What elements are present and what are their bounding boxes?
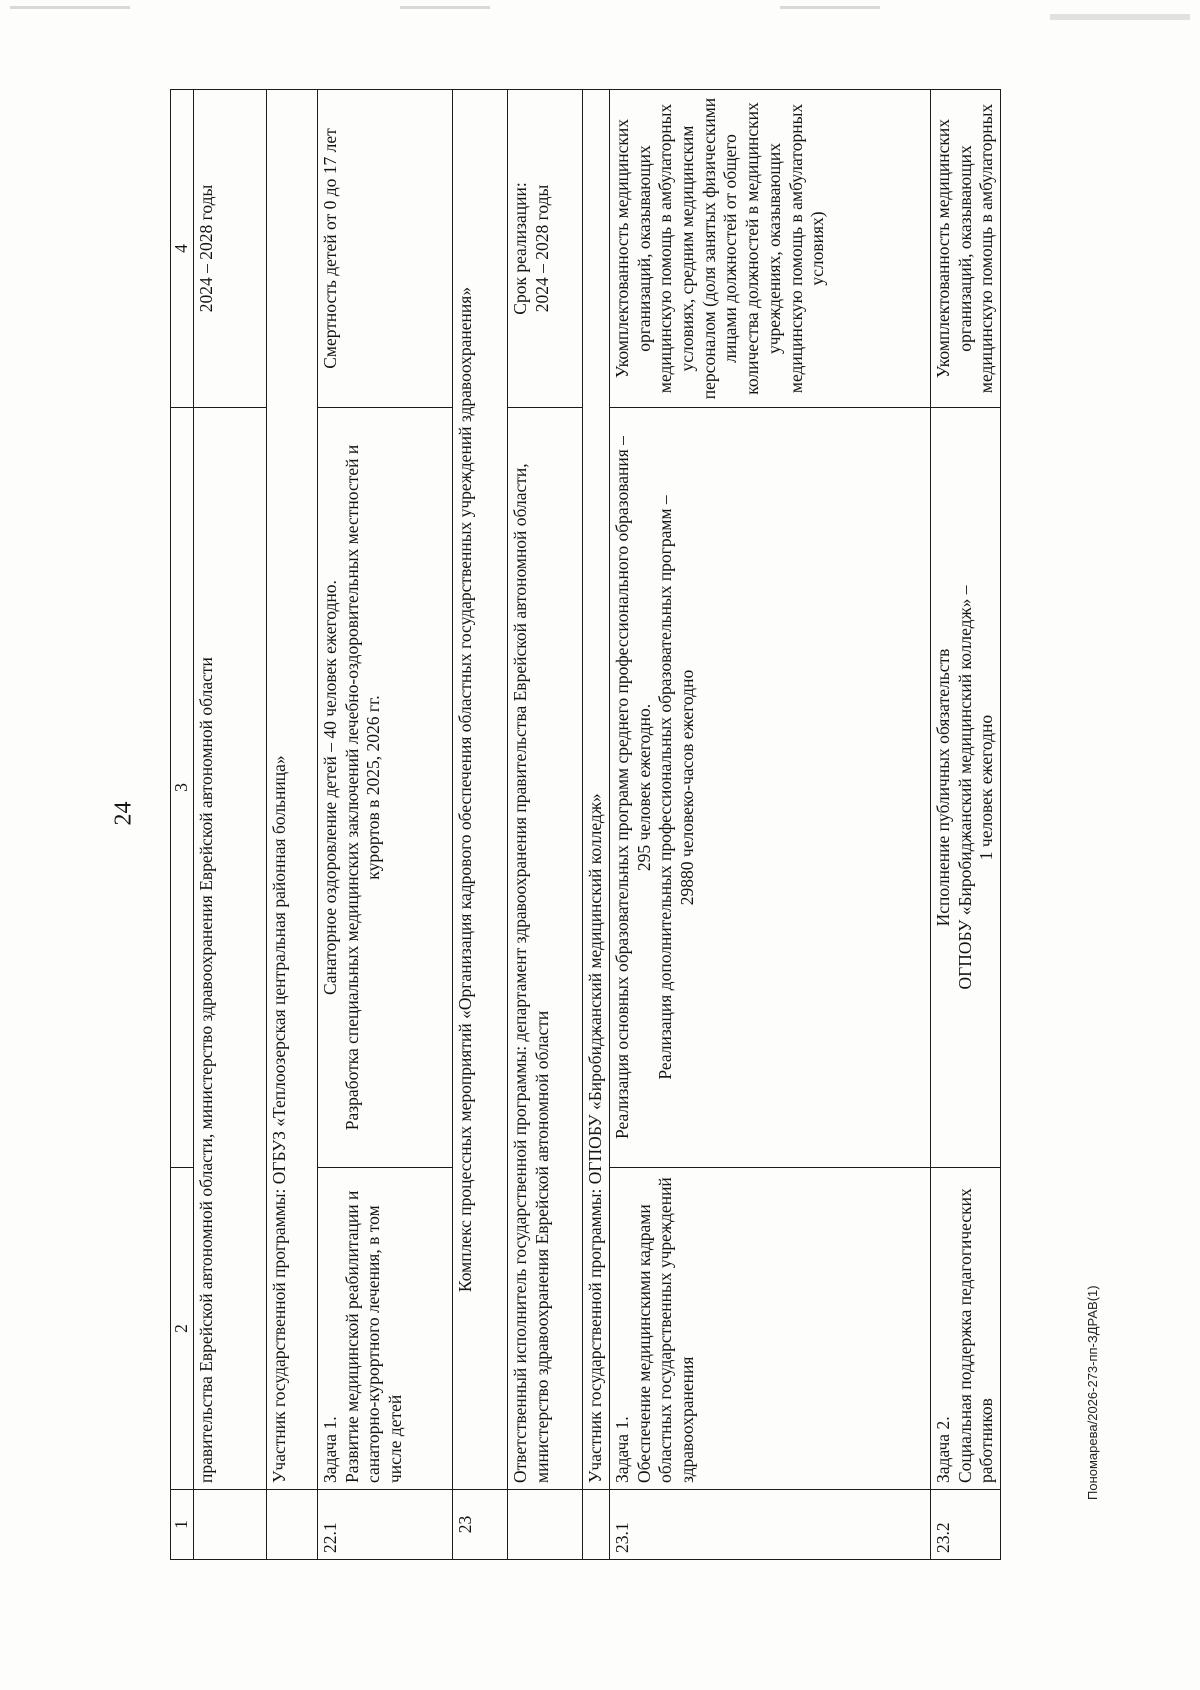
result-line: Разработка специальных медицинских заключений лечебно-оздоровительных местностей и курортов в 2025, 2026 гг. bbox=[341, 444, 384, 1131]
participant-cell: Участник государственной программы: ОГБУЗ «Теплоозерская центральная районная больница» bbox=[267, 90, 318, 1490]
term-cell: 2024 – 2028 годы bbox=[194, 90, 267, 408]
section-title: Комплекс процессных мероприятий «Организация кадрового обеспечения областных государственных учреждений здравоохранения» bbox=[453, 90, 508, 1490]
table-row bbox=[583, 90, 610, 1560]
scan-artifact bbox=[1050, 14, 1190, 20]
result-line: ОГПОБУ «Биробиджанский медицинский колледж» – 1 человек ежегодно bbox=[954, 585, 997, 990]
result-line: Санаторное оздоровление детей – 40 человек ежегодно. bbox=[320, 580, 340, 995]
table-header-row bbox=[171, 90, 194, 1560]
footer-code: Пономарева/2026-273-пп-ЗДРАВ(1) bbox=[1085, 1285, 1100, 1500]
task-label: Задача 1. bbox=[320, 1416, 340, 1483]
indicator-cell: Укомплектованность медицинских организаций, оказывающих медицинскую помощь в амбулаторных условиях, средним медицинским персоналом (доля занятых физическими лицами должностей от общего количества должностей в медицинских учреждениях, оказывающих медицинскую помощь в амбулаторных условиях) bbox=[610, 90, 931, 408]
task-label: Задача 2. bbox=[933, 1416, 953, 1483]
term-label: Срок реализации: bbox=[510, 182, 530, 315]
row-number bbox=[583, 1490, 610, 1560]
header-col-2: 2 bbox=[171, 1168, 194, 1490]
scan-artifact bbox=[780, 6, 880, 9]
result-line: Реализация основных образовательных программ среднего профессионального образования – 295 человек ежегодно. bbox=[612, 436, 654, 1139]
row-number bbox=[194, 1490, 267, 1560]
row-number: 22.1 bbox=[318, 1490, 453, 1560]
task-text: Развитие медицинской реабилитации и санаторно-курортного лечения, в том числе детей bbox=[341, 1190, 406, 1483]
table-row bbox=[318, 90, 453, 1560]
result-line: Исполнение публичных обязательств bbox=[933, 648, 953, 927]
rotated-table-wrapper bbox=[170, 90, 997, 1560]
term-value: 2024 – 2028 годы bbox=[531, 184, 552, 313]
result-cell bbox=[931, 408, 1001, 1168]
header-col-4: 4 bbox=[171, 90, 194, 408]
executor-cell: правительства Еврейской автономной области, министерство здравоохранения Еврейской автономной области bbox=[194, 408, 267, 1490]
task-cell bbox=[318, 1168, 453, 1490]
task-cell bbox=[931, 1168, 1001, 1490]
header-col-1: 1 bbox=[171, 1490, 194, 1560]
scan-artifact bbox=[400, 6, 490, 9]
result-cell bbox=[318, 408, 453, 1168]
task-cell bbox=[610, 1168, 931, 1490]
indicator-cell: Смертность детей от 0 до 17 лет bbox=[318, 90, 453, 408]
table-row bbox=[453, 90, 508, 1560]
table-row bbox=[931, 90, 1001, 1560]
scan-artifact bbox=[10, 6, 130, 9]
table-row bbox=[267, 90, 318, 1560]
row-number: 23 bbox=[453, 1490, 508, 1560]
task-label: Задача 1. bbox=[612, 1416, 632, 1483]
row-number bbox=[508, 1490, 583, 1560]
table-row bbox=[610, 90, 931, 1560]
page-number: 24 bbox=[110, 801, 137, 826]
row-number: 23.1 bbox=[610, 1490, 931, 1560]
table-row bbox=[508, 90, 583, 1560]
header-col-3: 3 bbox=[171, 408, 194, 1168]
result-cell bbox=[610, 408, 931, 1168]
program-table bbox=[170, 89, 1001, 1560]
row-number bbox=[267, 1490, 318, 1560]
executor-cell: Ответственный исполнитель государственной программы: департамент здравоохранения правительства Еврейской автономной области, министерство здравоохранения Еврейской автономной области bbox=[508, 408, 583, 1490]
participant-cell: Участник государственной программы: ОГПОБУ «Биробиджанский медицинский колледж» bbox=[583, 90, 610, 1490]
indicator-cell: Укомплектованность медицинских организаций, оказывающих медицинскую помощь в амбулаторных bbox=[931, 90, 1001, 408]
result-line: Реализация дополнительных профессиональных образовательных программ – 29880 человеко-часов ежегодно bbox=[655, 495, 698, 1080]
task-text: Социальная поддержка педагогических работников bbox=[954, 1188, 997, 1483]
term-cell bbox=[508, 90, 583, 408]
table-row bbox=[194, 90, 267, 1560]
row-number: 23.2 bbox=[931, 1490, 1001, 1560]
task-text: Обеспечение медицинскими кадрами областных государственных учреждений здравоохранения bbox=[633, 1177, 698, 1483]
